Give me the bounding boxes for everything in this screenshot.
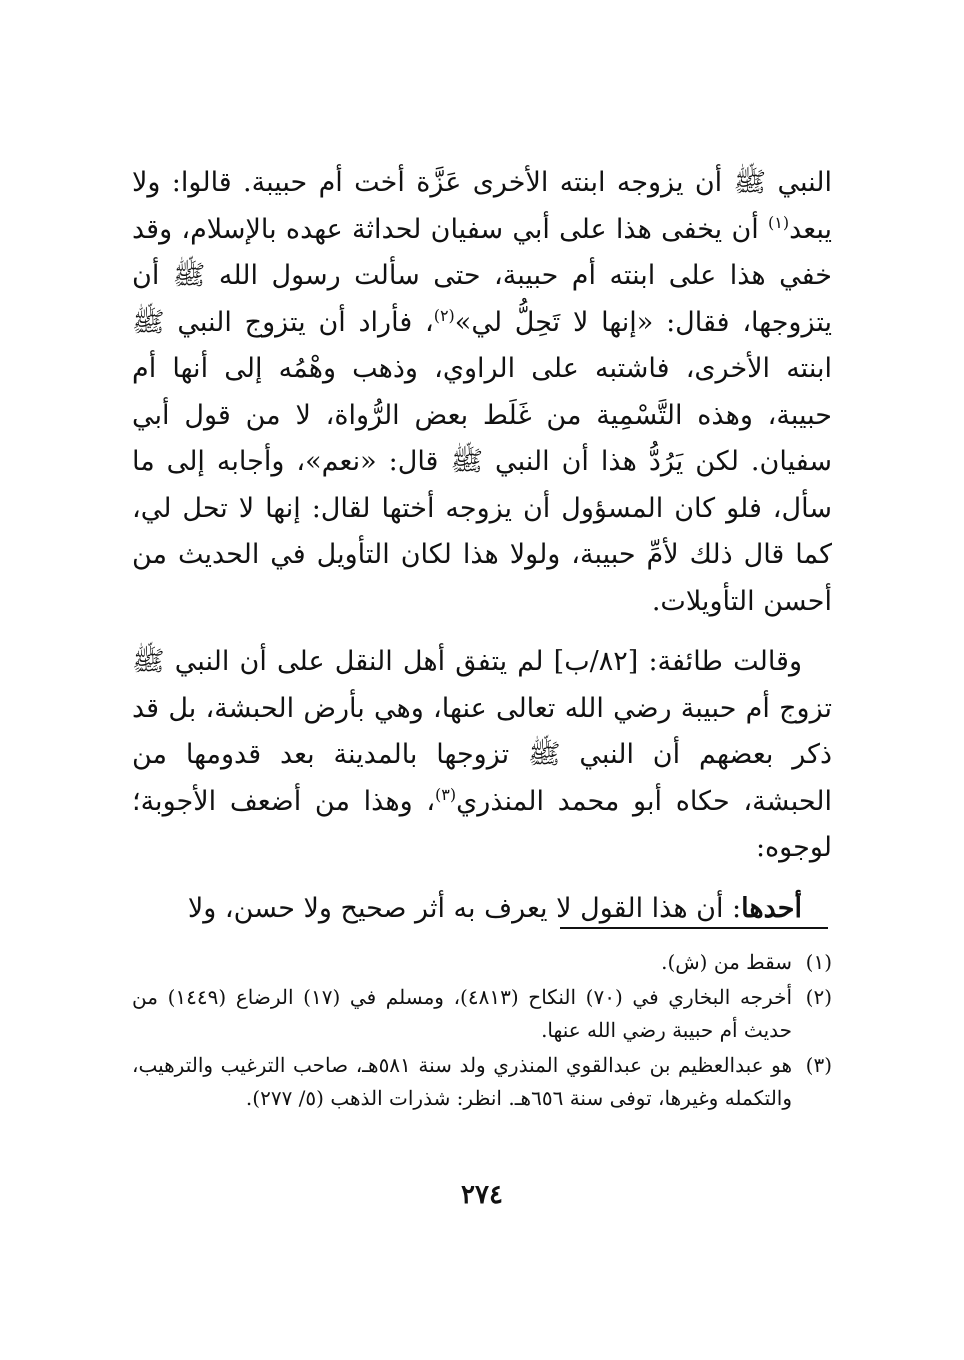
footnote-text: هو عبدالعظيم بن عبدالقوي المنذري ولد سنة ٥٨١هـ، صاحب الترغيب والترهيب، والتكمله وغيرها، توفى سنة ٦٥٦هـ. انظر: شذرات الذهب (٥/ ٢٧٧). <box>132 1053 793 1110</box>
paragraph-3 <box>132 886 832 933</box>
footnote-ref-3[interactable]: (٣) <box>435 784 457 804</box>
paragraph-2 <box>132 639 832 872</box>
footnote-1 <box>132 946 832 979</box>
page-number: ٢٧٤ <box>461 1180 503 1210</box>
paragraph-1 <box>132 160 832 625</box>
footnote-ref-2[interactable]: (٢) <box>433 305 455 325</box>
footnote-text: سقط من (ش). <box>661 950 792 974</box>
paragraph-1-part-b: أن يخفى هذا على أبي سفيان لحداثة عهده بالإسلام، وقد خفي هذا على ابنته أم حبيبة، حتى سألت رسول الله ﷺ أن يتزوجها، فقال: «إنها لا تَحِلُّ لي» <box>132 213 833 338</box>
paragraph-3-lead-word: أحدها <box>741 892 802 924</box>
footnote-text: أخرجه البخاري في (٧٠) النكاح (٤٨١٣)، ومسلم في (١٧) الرضاع (١٤٤٩) من حديث أم حبيبة رضي الله عنها. <box>132 985 792 1042</box>
footnote-number: (٢) <box>805 985 832 1009</box>
paragraph-1-part-a: النبي ﷺ أن يزوجه ابنته الأخرى عَزَّة أخت أم حبيبة. قالوا: ولا يبعد <box>132 167 832 245</box>
footnote-ref-1[interactable]: (١) <box>768 212 790 232</box>
footnote-number: (١) <box>805 950 832 974</box>
footnote-2 <box>132 981 832 1047</box>
paragraph-3-rest: : أن هذا القول لا يعرف به أثر صحيح ولا حسن، ولا <box>187 892 742 924</box>
paragraph-2-part-b: ، وهذا من أضعف الأجوبة؛ لوجوه: <box>132 785 832 863</box>
paragraph-2-part-a: وقالت طائفة: [٨٢/ب] لم يتفق أهل النقل على أن النبي ﷺ تزوج أم حبيبة رضي الله تعالى عنها، وهي بأرض الحبشة، بل قد ذكر بعضهم أن النبي ﷺ تزوجها بالمدينة بعد قدومها من الحبشة، حكاه أبو محمد المنذري <box>132 646 832 817</box>
footnotes <box>132 946 832 1117</box>
footnote-separator <box>560 927 828 929</box>
footnote-3 <box>132 1049 832 1115</box>
paragraph-1-part-c: ، فأراد أن يتزوج النبي ﷺ ابنته الأخرى، فاشتبه على الراوي، وذهب وهْمُه إلى أنها أم حبيبة، وهذه التَّسْمِية من غَلَط بعض الرُّواة، لا من قول أبي سفيان. لكن يَرُدُّ هذا أن النبي ﷺ قال: «نعم»، وأجابه إلى ما سأل، فلو كان المسؤول أن يزوجه أختها لقال: إنها لا تحل لي، كما قال ذلك لأمِّ حبيبة، ولولا هذا لكان التأويل في الحديث من أحسن التأويلات. <box>132 306 832 617</box>
footnote-number: (٣) <box>805 1053 832 1077</box>
main-text <box>132 160 832 932</box>
